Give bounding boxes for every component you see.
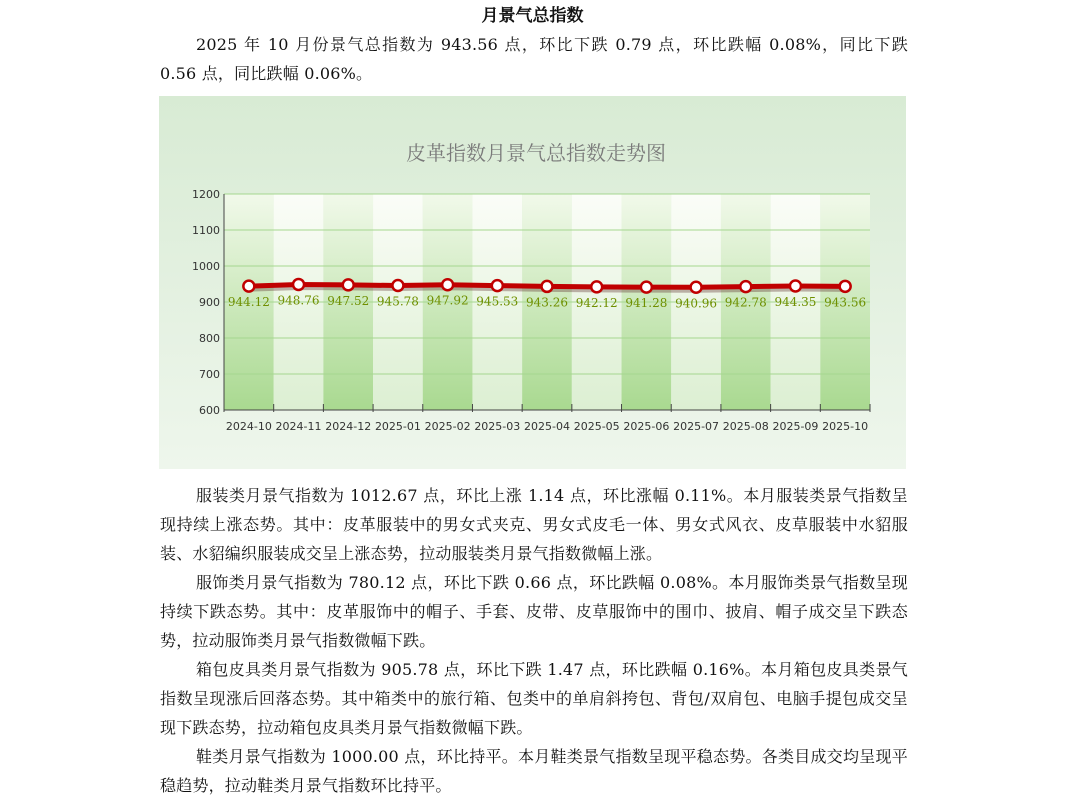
shoes-paragraph: 鞋类月景气指数为 1000.00 点，环比持平。本月鞋类景气指数呈现平稳态势。各类目成交均呈现平稳趋势，拉动鞋类月景气指数环比持平。 xyxy=(160,747,908,795)
y-tick-label: 700 xyxy=(199,368,220,381)
intro-paragraph: 2025 年 10 月份景气总指数为 943.56 点，环比下跌 0.79 点，环比跌幅 0.08%，同比下跌 0.56 点，同比跌幅 0.06%。 xyxy=(160,35,908,83)
data-point xyxy=(542,281,553,292)
bags-paragraph: 箱包皮具类月景气指数为 905.78 点，环比下跌 1.47 点，环比跌幅 0.16%。本月箱包皮具类景气指数呈现涨后回落态势。其中箱类中的旅行箱、包类中的单肩斜挎包、背包/双肩包、电脑手提包成交呈现下跌态势，拉动箱包皮具类月景气指数微幅下跌。 xyxy=(160,660,908,737)
data-label: 945.78 xyxy=(376,294,419,309)
data-label: 947.52 xyxy=(327,293,370,308)
data-point xyxy=(641,282,652,293)
x-tick-label: 2025-02 xyxy=(424,420,471,433)
x-tick-label: 2024-10 xyxy=(225,420,272,433)
x-tick-label: 2024-11 xyxy=(275,420,322,433)
x-tick-label: 2025-05 xyxy=(573,420,620,433)
data-point xyxy=(343,279,354,290)
x-tick-label: 2025-03 xyxy=(474,420,521,433)
data-point xyxy=(740,281,751,292)
data-label: 945.53 xyxy=(476,294,519,309)
data-label: 948.76 xyxy=(277,293,320,308)
y-tick-label: 1100 xyxy=(192,224,220,237)
data-point xyxy=(392,280,403,291)
data-point xyxy=(293,279,304,290)
chart-svg xyxy=(159,96,906,469)
page-title: 月景气总指数 xyxy=(481,6,584,26)
x-tick-label: 2025-07 xyxy=(673,420,720,433)
data-point xyxy=(243,281,254,292)
x-tick-label: 2025-04 xyxy=(524,420,570,433)
trend-chart xyxy=(159,96,906,469)
data-point xyxy=(840,281,851,292)
data-label: 942.12 xyxy=(575,295,618,310)
data-label: 941.28 xyxy=(625,296,668,311)
x-tick-label: 2025-10 xyxy=(822,420,869,433)
data-label: 944.35 xyxy=(774,295,817,310)
x-tick-label: 2025-06 xyxy=(623,420,670,433)
accessories-paragraph: 服饰类月景气指数为 780.12 点，环比下跌 0.66 点，环比跌幅 0.08%。本月服饰类景气指数呈现持续下跌态势。其中：皮革服饰中的帽子、手套、皮带、皮草服饰中的围巾、披肩、帽子成交呈下跌态势，拉动服饰类月景气指数微幅下跌。 xyxy=(160,573,908,650)
data-label: 942.78 xyxy=(724,295,767,310)
data-label: 943.56 xyxy=(824,295,867,310)
data-label: 944.12 xyxy=(227,295,270,310)
data-label: 940.96 xyxy=(675,296,718,311)
data-point xyxy=(790,281,801,292)
data-label: 947.92 xyxy=(426,293,469,308)
data-point xyxy=(442,279,453,290)
y-tick-label: 600 xyxy=(199,404,220,417)
y-tick-label: 1200 xyxy=(192,188,220,201)
y-tick-label: 800 xyxy=(199,332,220,345)
y-tick-label: 900 xyxy=(199,296,220,309)
clothing-paragraph: 服装类月景气指数为 1012.67 点，环比上涨 1.14 点，环比涨幅 0.11%。本月服装类景气指数呈现持续上涨态势。其中：皮革服装中的男女式夹克、男女式皮毛一体、男女式风衣、皮草服装中水貂服装、水貂编织服装成交呈上涨态势，拉动服装类月景气指数微幅上涨。 xyxy=(160,486,908,563)
chart-title: 皮革指数月景气总指数走势图 xyxy=(406,141,666,165)
data-point xyxy=(691,282,702,293)
x-tick-label: 2024-12 xyxy=(325,420,372,433)
x-tick-label: 2025-09 xyxy=(772,420,819,433)
data-point xyxy=(492,280,503,291)
x-tick-label: 2025-01 xyxy=(374,420,421,433)
y-tick-label: 1000 xyxy=(192,260,220,273)
data-point xyxy=(591,281,602,292)
x-tick-label: 2025-08 xyxy=(722,420,769,433)
data-label: 943.26 xyxy=(526,295,568,310)
